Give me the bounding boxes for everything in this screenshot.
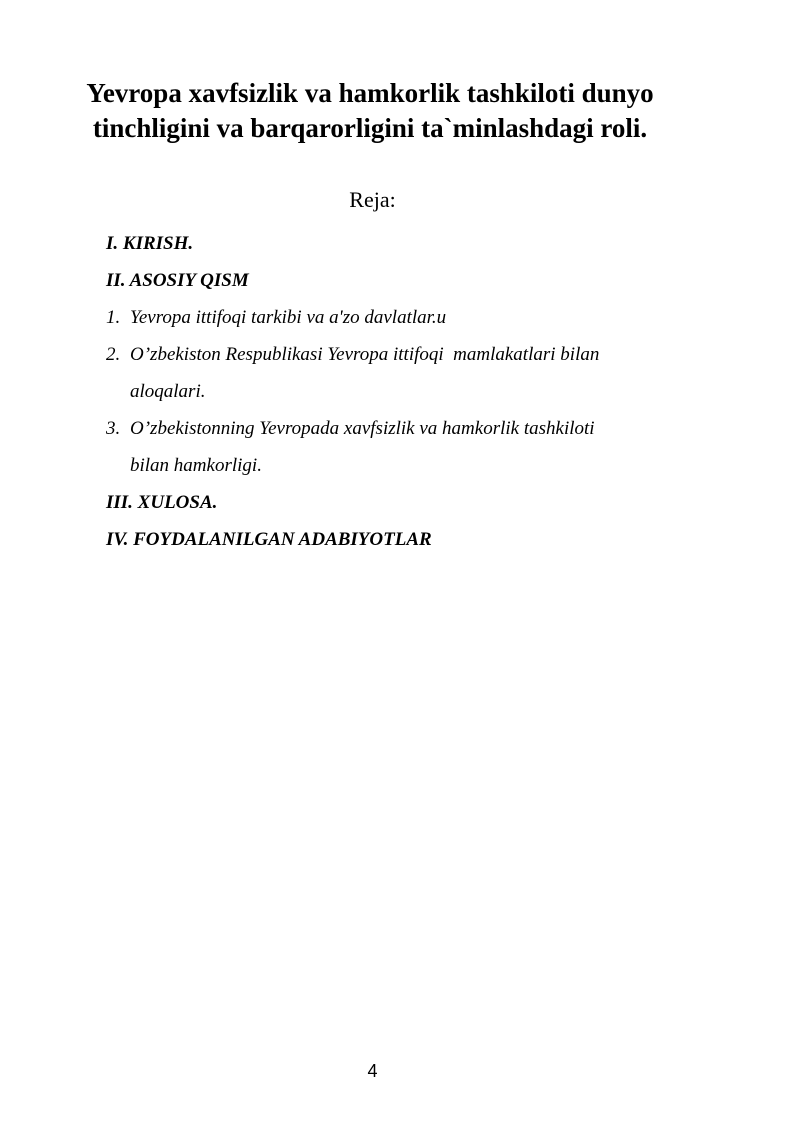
plan-section-conclusion: III. XULOSA. bbox=[106, 492, 218, 513]
plan-section-main-part: II. ASOSIY QISM bbox=[106, 270, 249, 291]
plan-item-text: O’zbekiston Respublikasi Yevropa ittifoqi mamlakatlari bilan bbox=[130, 344, 600, 365]
plan-item-3 bbox=[106, 410, 706, 484]
page-number: 4 bbox=[367, 1061, 378, 1081]
plan-section-references: IV. FOYDALANILGAN ADABIYOTLAR bbox=[106, 529, 432, 550]
plan-item-2 bbox=[106, 336, 706, 410]
plan-heading: Reja: bbox=[349, 187, 396, 212]
plan-item-text-continued: bilan hamkorligi. bbox=[130, 455, 262, 476]
plan-item-text-continued: aloqalari. bbox=[130, 381, 206, 402]
document-title-line-2: tinchligini va barqarorligini ta`minlashdagi roli. bbox=[92, 113, 648, 143]
document-title bbox=[40, 76, 700, 146]
plan-item-number: 1. bbox=[106, 307, 121, 328]
plan-outline bbox=[106, 225, 706, 558]
plan-item-text: O’zbekistonning Yevropada xavfsizlik va hamkorlik tashkiloti bbox=[130, 418, 595, 439]
document-title-line-1: Yevropa xavfsizlik va hamkorlik tashkiloti dunyo bbox=[86, 78, 654, 108]
plan-item-number: 3. bbox=[106, 418, 121, 439]
plan-section-introduction: I. KIRISH. bbox=[106, 233, 194, 254]
plan-item-text: Yevropa ittifoqi tarkibi va a'zo davlatlar.u bbox=[130, 307, 447, 328]
plan-item-1 bbox=[106, 299, 706, 336]
plan-item-number: 2. bbox=[106, 344, 121, 365]
